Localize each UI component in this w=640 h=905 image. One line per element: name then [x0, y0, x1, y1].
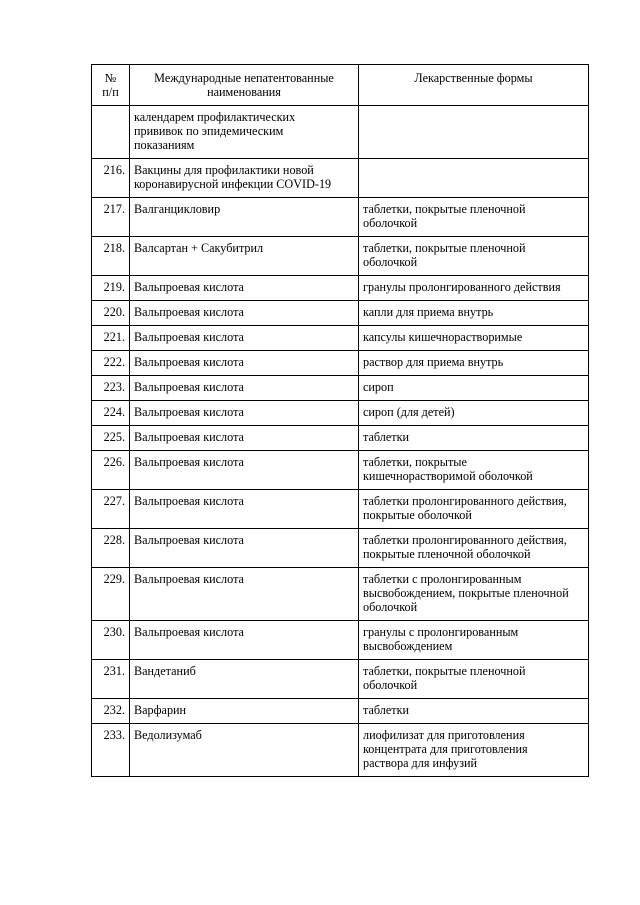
drug-name-cell: [130, 529, 359, 568]
dosage-form-cell: [359, 237, 589, 276]
dosage-form-cell: [359, 451, 589, 490]
header-text: Лекарственные формы: [414, 71, 533, 85]
dosage-form-cell: [359, 401, 589, 426]
header-text: №: [104, 71, 117, 85]
drug-name-line: Вальпроевая кислота: [134, 280, 244, 294]
drug-name-cell: [130, 401, 359, 426]
drug-name-line: Вальпроевая кислота: [134, 355, 244, 369]
row-number: 221.: [92, 326, 130, 351]
dosage-form-line: сироп (для детей): [363, 405, 455, 419]
drug-name-line: Ведолизумаб: [134, 728, 202, 742]
header-text: Международные непатентованные: [154, 71, 334, 85]
row-number: 223.: [92, 376, 130, 401]
table-row: [92, 699, 589, 724]
dosage-form-line: таблетки: [363, 703, 410, 717]
dosage-form-line: таблетки: [363, 430, 410, 444]
drug-name-cell: [130, 326, 359, 351]
drug-name-cell: [130, 426, 359, 451]
drug-name-cell: [130, 376, 359, 401]
row-number: 224.: [92, 401, 130, 426]
table-row: [92, 198, 589, 237]
dosage-form-cell: [359, 276, 589, 301]
dosage-form-line: гранулы пролонгированного действия: [363, 280, 561, 294]
drug-name-line: прививок по эпидемическим: [134, 124, 284, 138]
drug-name-cell: [130, 621, 359, 660]
dosage-form-line: капсулы кишечнорастворимые: [363, 330, 523, 344]
table-row: [92, 351, 589, 376]
drug-name-cell: [130, 276, 359, 301]
table-row: [92, 159, 589, 198]
dosage-form-line: высвобождением: [363, 639, 453, 653]
dosage-form-cell: [359, 660, 589, 699]
row-number: [92, 106, 130, 159]
dosage-form-cell: [359, 376, 589, 401]
dosage-form-cell: [359, 426, 589, 451]
drug-name-line: Вандетаниб: [134, 664, 196, 678]
drug-name-line: Вакцины для профилактики новой: [134, 163, 314, 177]
dosage-form-line: таблетки с пролонгированным: [363, 572, 522, 586]
table-row: [92, 451, 589, 490]
dosage-form-line: таблетки, покрытые пленочной: [363, 202, 526, 216]
dosage-form-line: высвобождением, покрытые пленочной: [363, 586, 569, 600]
drug-name-cell: [130, 106, 359, 159]
table-row: [92, 401, 589, 426]
row-number: 225.: [92, 426, 130, 451]
dosage-form-line: капли для приема внутрь: [363, 305, 494, 319]
dosage-form-line: покрытые пленочной оболочкой: [363, 547, 531, 561]
table-row: [92, 660, 589, 699]
row-number: 219.: [92, 276, 130, 301]
table-row: [92, 568, 589, 621]
dosage-form-line: оболочкой: [363, 678, 418, 692]
table-row: [92, 724, 589, 777]
drug-name-line: Вальпроевая кислота: [134, 625, 244, 639]
drug-name-line: Валганцикловир: [134, 202, 221, 216]
row-number: 218.: [92, 237, 130, 276]
dosage-form-line: лиофилизат для приготовления: [363, 728, 525, 742]
dosage-form-cell: [359, 621, 589, 660]
dosage-form-cell: [359, 198, 589, 237]
drug-name-line: Вальпроевая кислота: [134, 494, 244, 508]
drug-name-cell: [130, 490, 359, 529]
drug-name-line: Вальпроевая кислота: [134, 533, 244, 547]
row-number: 222.: [92, 351, 130, 376]
drug-name-line: Вальпроевая кислота: [134, 305, 244, 319]
drug-name-line: календарем профилактических: [134, 110, 296, 124]
header-number: [92, 65, 130, 106]
dosage-form-line: таблетки пролонгированного действия,: [363, 533, 567, 547]
row-number: 217.: [92, 198, 130, 237]
row-number: 228.: [92, 529, 130, 568]
drug-name-line: Вальпроевая кислота: [134, 405, 244, 419]
table-row: [92, 621, 589, 660]
drug-name-line: Варфарин: [134, 703, 187, 717]
drug-list-table: [91, 64, 589, 777]
dosage-form-line: гранулы с пролонгированным: [363, 625, 519, 639]
drug-name-cell: [130, 699, 359, 724]
dosage-form-line: концентрата для приготовления: [363, 742, 528, 756]
drug-name-cell: [130, 159, 359, 198]
row-number: 220.: [92, 301, 130, 326]
drug-name-cell: [130, 351, 359, 376]
drug-name-line: Вальпроевая кислота: [134, 380, 244, 394]
dosage-form-cell: [359, 351, 589, 376]
dosage-form-line: покрытые оболочкой: [363, 508, 472, 522]
drug-name-line: Валсартан + Сакубитрил: [134, 241, 264, 255]
table-row: [92, 376, 589, 401]
dosage-form-cell: [359, 159, 589, 198]
dosage-form-cell: [359, 326, 589, 351]
drug-name-line: показаниям: [134, 138, 195, 152]
drug-name-cell: [130, 568, 359, 621]
dosage-form-line: таблетки пролонгированного действия,: [363, 494, 567, 508]
dosage-form-cell: [359, 106, 589, 159]
row-number: 233.: [92, 724, 130, 777]
dosage-form-cell: [359, 301, 589, 326]
header-text: наименования: [207, 85, 281, 99]
drug-name-cell: [130, 660, 359, 699]
row-number: 227.: [92, 490, 130, 529]
dosage-form-line: оболочкой: [363, 216, 418, 230]
table-row: [92, 276, 589, 301]
drug-name-line: Вальпроевая кислота: [134, 572, 244, 586]
dosage-form-line: раствор для приема внутрь: [363, 355, 504, 369]
table-row: [92, 529, 589, 568]
table-row: [92, 426, 589, 451]
row-number: 216.: [92, 159, 130, 198]
table-row: [92, 237, 589, 276]
dosage-form-line: оболочкой: [363, 255, 418, 269]
row-number: 231.: [92, 660, 130, 699]
dosage-form-line: таблетки, покрытые: [363, 455, 467, 469]
row-number: 230.: [92, 621, 130, 660]
drug-name-cell: [130, 724, 359, 777]
header-form: [359, 65, 589, 106]
row-number: 232.: [92, 699, 130, 724]
drug-name-line: коронавирусной инфекции COVID-19: [134, 177, 332, 191]
drug-name-line: Вальпроевая кислота: [134, 430, 244, 444]
table-row: [92, 106, 589, 159]
dosage-form-line: раствора для инфузий: [363, 756, 478, 770]
row-number: 226.: [92, 451, 130, 490]
table-header-row: [92, 65, 589, 106]
dosage-form-line: таблетки, покрытые пленочной: [363, 241, 526, 255]
dosage-form-cell: [359, 529, 589, 568]
header-name: [130, 65, 359, 106]
drug-name-cell: [130, 237, 359, 276]
dosage-form-cell: [359, 490, 589, 529]
drug-name-cell: [130, 451, 359, 490]
dosage-form-line: таблетки, покрытые пленочной: [363, 664, 526, 678]
table-body: [92, 106, 589, 777]
dosage-form-cell: [359, 699, 589, 724]
table-row: [92, 490, 589, 529]
table-row: [92, 326, 589, 351]
dosage-form-cell: [359, 568, 589, 621]
dosage-form-cell: [359, 724, 589, 777]
header-text: п/п: [102, 85, 119, 99]
drug-name-cell: [130, 198, 359, 237]
drug-name-line: Вальпроевая кислота: [134, 455, 244, 469]
row-number: 229.: [92, 568, 130, 621]
drug-name-cell: [130, 301, 359, 326]
drug-name-line: Вальпроевая кислота: [134, 330, 244, 344]
dosage-form-line: кишечнорастворимой оболочкой: [363, 469, 533, 483]
dosage-form-line: сироп: [363, 380, 394, 394]
table-row: [92, 301, 589, 326]
dosage-form-line: оболочкой: [363, 600, 418, 614]
